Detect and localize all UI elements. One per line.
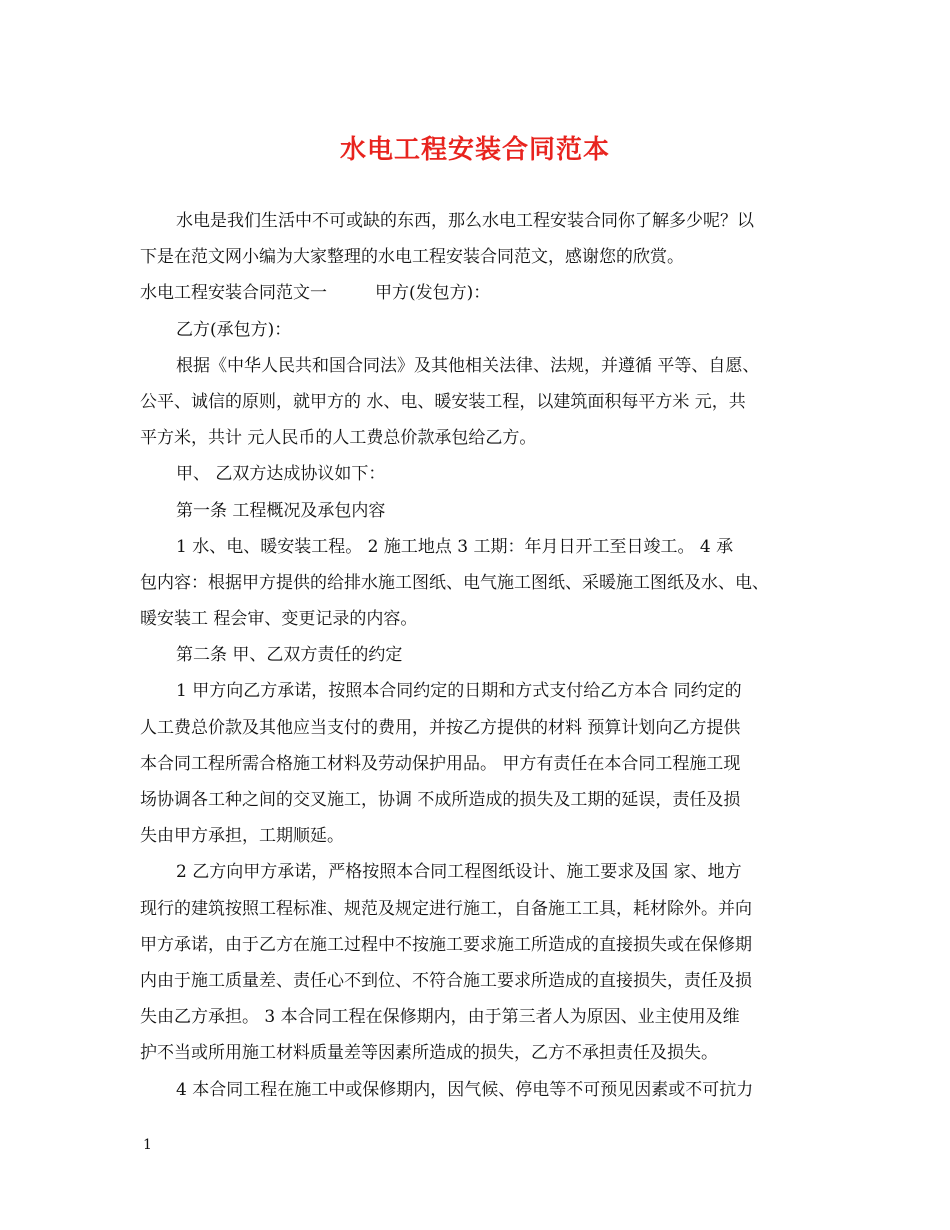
sample-heading: 水电工程安装合同范文一 [140, 283, 327, 304]
document-title: 水电工程安装合同范本 [339, 135, 610, 165]
paragraph-line: 1 水、电、暖安装工程。 2 施工地点 3 工期：年月日开工至日竣工。 4 承 [176, 536, 734, 557]
paragraph-line: 平方米，共计 元人民币的人工费总价款承包给乙方。 [140, 428, 537, 449]
paragraph-line: 下是在范文网小编为大家整理的水电工程安装合同范文，感谢您的欣赏。 [140, 247, 684, 268]
paragraph-line: 甲方承诺，由于乙方在施工过程中不按施工要求施工所造成的直接损失或在保修期 [140, 934, 752, 955]
paragraph-line: 人工费总价款及其他应当支付的费用，并按乙方提供的材料 预算计划向乙方提供 [140, 717, 741, 738]
article-heading: 第二条 甲、乙双方责任的约定 [176, 645, 403, 666]
article-heading: 第一条 工程概况及承包内容 [176, 500, 386, 521]
paragraph-line: 失由甲方承担，工期顺延。 [140, 826, 344, 847]
paragraph-line: 甲、 乙双方达成协议如下： [176, 464, 386, 485]
paragraph-line: 护不当或所用施工材料质量差等因素所造成的损失，乙方不承担责任及损失。 [140, 1043, 718, 1064]
page-number: 1 [143, 1137, 152, 1153]
paragraph-line: 场协调各工种之间的交叉施工，协调 不成所造成的损失及工期的延误，责任及损 [140, 790, 741, 810]
party-b-label: 乙方(承包方)： [176, 319, 292, 340]
paragraph-line: 现行的建筑按照工程标准、规范及规定进行施工，自备施工工具，耗材除外。并向 [140, 898, 752, 919]
paragraph-line: 暖安装工 程会审、变更记录的内容。 [140, 609, 418, 630]
paragraph-line: 失由乙方承担。 3 本合同工程在保修期内，由于第三者人为原因、业主使用及维 [140, 1007, 740, 1028]
section-heading-line [140, 275, 830, 311]
party-a-label: 甲方(发包方)： [375, 283, 491, 304]
paragraph-line: 2 乙方向甲方承诺，严格按照本合同工程图纸设计、施工要求及国 家、地方 [176, 862, 742, 883]
paragraph-line: 本合同工程所需合格施工材料及劳动保护用品。 甲方有责任在本合同工程施工现 [140, 753, 741, 774]
paragraph-line: 包内容：根据甲方提供的给排水施工图纸、电气施工图纸、采暖施工图纸及水、电、 [140, 572, 769, 593]
paragraph-line: 内由于施工质量差、责任心不到位、不符合施工要求所造成的直接损失，责任及损 [140, 970, 752, 991]
paragraph-line: 1 甲方向乙方承诺，按照本合同约定的日期和方式支付给乙方本合 同约定的 [176, 681, 742, 702]
paragraph-line: 公平、诚信的原则，就甲方的 水、电、暖安装工程，以建筑面积每平方米 元，共 [140, 391, 746, 412]
paragraph-line: 根据《中华人民共和国合同法》及其他相关法律、法规，并遵循 平等、自愿、 [176, 355, 760, 376]
document-body [140, 203, 830, 1108]
paragraph-line: 4 本合同工程在施工中或保修期内，因气候、停电等不可预见因素或不可抗力 [176, 1079, 754, 1100]
paragraph-line: 水电是我们生活中不可或缺的东西，那么水电工程安装合同你了解多少呢？以 [176, 211, 754, 231]
